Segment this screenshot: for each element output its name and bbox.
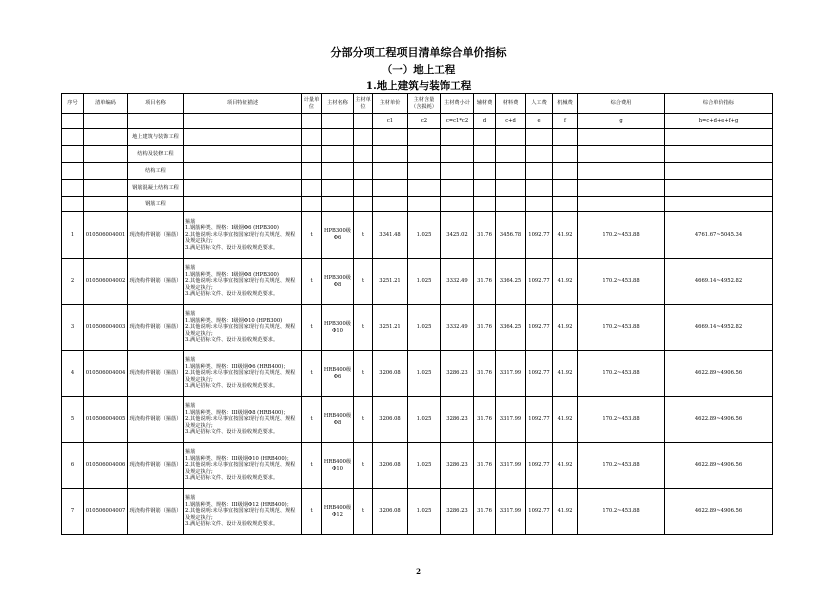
material-subtotal: 3286.23 [441, 397, 474, 443]
empty-cell [354, 163, 373, 180]
header-cell: 机械费 [553, 94, 578, 114]
empty-cell [354, 146, 373, 163]
unit-price-index: 4622.89~4906.56 [665, 397, 773, 443]
aux-material-fee: 31.76 [474, 212, 496, 259]
empty-cell [184, 180, 302, 197]
description-line: 2.其他说明:未尽事宜按国家现行有关规范、规程及规定执行; [185, 462, 296, 475]
unit: t [302, 212, 322, 259]
item-name: 现浇构件钢筋（箍筋） [128, 351, 184, 397]
empty-cell [441, 129, 474, 146]
labor-fee: 1092.77 [526, 305, 553, 351]
empty-cell [441, 197, 474, 212]
item-name: 现浇构件钢筋（箍筋） [128, 305, 184, 351]
empty-cell [184, 129, 302, 146]
main-material: HPB300级Φ6 [322, 212, 354, 259]
empty-cell [184, 197, 302, 212]
formula-cell: e [526, 114, 553, 129]
empty-cell [474, 197, 496, 212]
empty-cell [474, 146, 496, 163]
material-fee: 3456.78 [496, 212, 526, 259]
overhead-fee: 170.2~453.88 [578, 489, 665, 535]
description-line: 2.其他说明:未尽事宜按国家现行有关规范、规程及规定执行; [185, 324, 296, 337]
formula-cell: c+d [496, 114, 526, 129]
labor-fee: 1092.77 [526, 212, 553, 259]
main-material: HRB400级Φ10 [322, 443, 354, 489]
header-cell: 计量单位 [302, 94, 322, 114]
group-name: 钢筋混凝土结构工程 [128, 180, 184, 197]
empty-cell [441, 146, 474, 163]
formula-cell [62, 114, 84, 129]
empty-cell [84, 146, 128, 163]
empty-cell [496, 197, 526, 212]
empty-cell [441, 163, 474, 180]
row-no: 7 [62, 489, 84, 535]
empty-cell [526, 129, 553, 146]
row-no: 6 [62, 443, 84, 489]
material-unit: t [354, 397, 373, 443]
material-subtotal: 3286.23 [441, 489, 474, 535]
overhead-fee: 170.2~453.88 [578, 212, 665, 259]
material-fee: 3364.25 [496, 305, 526, 351]
material-content: 1.025 [408, 212, 441, 259]
description-line: 1.钢筋种类、规格：III级钢Φ6 (HRB400)； [185, 363, 289, 370]
item-description [184, 489, 302, 535]
empty-cell [474, 163, 496, 180]
group-row [62, 129, 773, 146]
formula-row [62, 114, 773, 129]
main-material: HPB300级Φ10 [322, 305, 354, 351]
formula-cell [84, 114, 128, 129]
empty-cell [553, 180, 578, 197]
group-name: 地上建筑与装饰工程 [128, 129, 184, 146]
material-content: 1.025 [408, 351, 441, 397]
table-row [62, 212, 773, 259]
item-name: 现浇构件钢筋（箍筋） [128, 212, 184, 259]
unit-price-index: 4622.89~4906.56 [665, 351, 773, 397]
machine-fee: 41.92 [553, 212, 578, 259]
description-line: 3.满足招标文件、设计及验收规范要求。 [185, 291, 279, 298]
header-cell: 综合单价指标 [665, 94, 773, 114]
unit: t [302, 397, 322, 443]
description-line: 2.其他说明:未尽事宜按国家现行有关规范、规程及规定执行; [185, 416, 296, 429]
empty-cell [578, 163, 665, 180]
material-price: 3251.21 [373, 259, 408, 305]
material-price: 3206.08 [373, 397, 408, 443]
empty-cell [553, 129, 578, 146]
empty-cell [665, 180, 773, 197]
item-description [184, 305, 302, 351]
empty-cell [302, 197, 322, 212]
empty-cell [84, 197, 128, 212]
empty-cell [302, 129, 322, 146]
description-line: 3.满足招标文件、设计及验收规范要求。 [185, 521, 279, 528]
description-line: 1.钢筋种类、规格：I级钢Φ8 (HPB300) [185, 271, 279, 278]
material-fee: 3317.99 [496, 397, 526, 443]
formula-cell: d [474, 114, 496, 129]
empty-cell [553, 163, 578, 180]
description-line: 箍筋 [185, 449, 196, 456]
unit-price-table [61, 93, 773, 535]
machine-fee: 41.92 [553, 443, 578, 489]
description-line: 箍筋 [185, 357, 196, 364]
section-title: 1.地上建筑与装饰工程 [365, 80, 472, 92]
empty-cell [408, 146, 441, 163]
empty-cell [184, 146, 302, 163]
empty-cell [84, 180, 128, 197]
description-line: 箍筋 [185, 311, 196, 318]
empty-cell [373, 129, 408, 146]
aux-material-fee: 31.76 [474, 443, 496, 489]
header-cell: 项目名称 [128, 94, 184, 114]
material-content: 1.025 [408, 489, 441, 535]
empty-cell [302, 163, 322, 180]
empty-cell [474, 129, 496, 146]
empty-cell [578, 197, 665, 212]
page-subtitle: （一）地上工程 [381, 64, 456, 76]
material-fee: 3364.25 [496, 259, 526, 305]
empty-cell [665, 163, 773, 180]
header-cell: 清单编码 [84, 94, 128, 114]
empty-cell [496, 180, 526, 197]
empty-cell [496, 129, 526, 146]
material-price: 3206.08 [373, 489, 408, 535]
group-name: 结构工程 [128, 163, 184, 180]
row-no: 5 [62, 397, 84, 443]
empty-cell [62, 129, 84, 146]
empty-cell [526, 146, 553, 163]
description-line: 3.满足招标文件、设计及验收规范要求。 [185, 383, 279, 390]
unit: t [302, 443, 322, 489]
row-no: 4 [62, 351, 84, 397]
empty-cell [474, 180, 496, 197]
empty-cell [496, 163, 526, 180]
machine-fee: 41.92 [553, 489, 578, 535]
empty-cell [665, 197, 773, 212]
item-name: 现浇构件钢筋（箍筋） [128, 489, 184, 535]
aux-material-fee: 31.76 [474, 489, 496, 535]
labor-fee: 1092.77 [526, 443, 553, 489]
machine-fee: 41.92 [553, 259, 578, 305]
overhead-fee: 170.2~453.88 [578, 351, 665, 397]
empty-cell [373, 146, 408, 163]
table-row [62, 351, 773, 397]
empty-cell [665, 129, 773, 146]
item-code: 010506004007 [84, 489, 128, 535]
empty-cell [408, 197, 441, 212]
overhead-fee: 170.2~453.88 [578, 259, 665, 305]
material-price: 3341.48 [373, 212, 408, 259]
labor-fee: 1092.77 [526, 351, 553, 397]
item-code: 010506004002 [84, 259, 128, 305]
machine-fee: 41.92 [553, 397, 578, 443]
material-content: 1.025 [408, 443, 441, 489]
item-code: 010506004001 [84, 212, 128, 259]
main-material: HRB400级Φ8 [322, 397, 354, 443]
page-title: 分部分项工程项目清单综合单价指标 [330, 46, 507, 59]
empty-cell [373, 163, 408, 180]
description-line: 1.钢筋种类、规格：I级钢Φ10 (HPB300) [185, 317, 283, 324]
formula-cell: c=c1*c2 [441, 114, 474, 129]
unit-price-index: 4622.89~4906.56 [665, 443, 773, 489]
header-cell: 主材费小计 [441, 94, 474, 114]
empty-cell [408, 163, 441, 180]
empty-cell [84, 129, 128, 146]
machine-fee: 41.92 [553, 305, 578, 351]
table-row [62, 443, 773, 489]
material-subtotal: 3332.49 [441, 305, 474, 351]
empty-cell [526, 197, 553, 212]
empty-cell [322, 129, 354, 146]
description-line: 3.满足招标文件、设计及验收规范要求。 [185, 429, 279, 436]
empty-cell [373, 197, 408, 212]
aux-material-fee: 31.76 [474, 351, 496, 397]
formula-cell: g [578, 114, 665, 129]
item-description [184, 351, 302, 397]
item-description [184, 443, 302, 489]
description-line: 箍筋 [185, 403, 196, 410]
empty-cell [302, 146, 322, 163]
material-subtotal: 3286.23 [441, 443, 474, 489]
item-name: 现浇构件钢筋（箍筋） [128, 397, 184, 443]
empty-cell [322, 146, 354, 163]
table-row [62, 305, 773, 351]
group-row [62, 146, 773, 163]
empty-cell [62, 146, 84, 163]
formula-cell [184, 114, 302, 129]
overhead-fee: 170.2~453.88 [578, 443, 665, 489]
material-subtotal: 3286.23 [441, 351, 474, 397]
formula-cell: c1 [373, 114, 408, 129]
item-code: 010506004003 [84, 305, 128, 351]
formula-cell: h=c+d+e+f+g [665, 114, 773, 129]
description-line: 1.钢筋种类、规格：III级钢Φ8 (HRB400)； [185, 409, 289, 416]
empty-cell [302, 180, 322, 197]
formula-cell: c2 [408, 114, 441, 129]
group-name: 结构及装修工程 [128, 146, 184, 163]
unit-price-index: 4669.14~4952.82 [665, 305, 773, 351]
material-fee: 3317.99 [496, 443, 526, 489]
unit-price-index: 4669.14~4952.82 [665, 259, 773, 305]
group-row [62, 163, 773, 180]
header-cell: 序号 [62, 94, 84, 114]
empty-cell [408, 129, 441, 146]
labor-fee: 1092.77 [526, 259, 553, 305]
header-cell: 主材名称 [322, 94, 354, 114]
header-cell: 人工费 [526, 94, 553, 114]
empty-cell [62, 163, 84, 180]
material-unit: t [354, 443, 373, 489]
aux-material-fee: 31.76 [474, 259, 496, 305]
item-code: 010506004004 [84, 351, 128, 397]
row-no: 1 [62, 212, 84, 259]
description-line: 1.钢筋种类、规格：III级钢Φ12 (HRB400)； [185, 501, 292, 508]
material-content: 1.025 [408, 259, 441, 305]
material-unit: t [354, 305, 373, 351]
unit-price-index: 4622.89~4906.56 [665, 489, 773, 535]
unit-price-index: 4761.67~5045.34 [665, 212, 773, 259]
unit: t [302, 305, 322, 351]
empty-cell [62, 180, 84, 197]
description-line: 箍筋 [185, 265, 196, 272]
description-line: 2.其他说明:未尽事宜按国家现行有关规范、规程及规定执行; [185, 278, 296, 291]
header-cell: 综合费用 [578, 94, 665, 114]
description-line: 2.其他说明:未尽事宜按国家现行有关规范、规程及规定执行; [185, 370, 296, 383]
empty-cell [441, 180, 474, 197]
machine-fee: 41.92 [553, 351, 578, 397]
empty-cell [526, 180, 553, 197]
empty-cell [578, 146, 665, 163]
empty-cell [578, 129, 665, 146]
material-price: 3206.08 [373, 443, 408, 489]
description-line: 箍筋 [185, 218, 196, 225]
aux-material-fee: 31.76 [474, 305, 496, 351]
description-line: 2.其他说明:未尽事宜按国家现行有关规范、规程及规定执行; [185, 508, 296, 521]
description-line: 2.其他说明:未尽事宜按国家现行有关规范、规程及规定执行; [185, 231, 296, 245]
aux-material-fee: 31.76 [474, 397, 496, 443]
item-name: 现浇构件钢筋（箍筋） [128, 443, 184, 489]
empty-cell [184, 163, 302, 180]
material-unit: t [354, 259, 373, 305]
item-name: 现浇构件钢筋（箍筋） [128, 259, 184, 305]
material-fee: 3317.99 [496, 351, 526, 397]
main-material: HPB300级Φ8 [322, 259, 354, 305]
overhead-fee: 170.2~453.88 [578, 397, 665, 443]
empty-cell [322, 180, 354, 197]
empty-cell [322, 197, 354, 212]
formula-cell [302, 114, 322, 129]
material-content: 1.025 [408, 305, 441, 351]
material-content: 1.025 [408, 397, 441, 443]
item-description [184, 259, 302, 305]
empty-cell [665, 146, 773, 163]
description-line: 3.满足招标文件、设计及验收规范要求。 [185, 475, 279, 482]
unit: t [302, 259, 322, 305]
material-price: 3251.21 [373, 305, 408, 351]
empty-cell [354, 180, 373, 197]
unit: t [302, 351, 322, 397]
material-subtotal: 3332.49 [441, 259, 474, 305]
group-row [62, 180, 773, 197]
material-unit: t [354, 351, 373, 397]
material-subtotal: 3425.02 [441, 212, 474, 259]
item-code: 010506004005 [84, 397, 128, 443]
row-no: 2 [62, 259, 84, 305]
item-description [184, 212, 302, 259]
description-line: 1.钢筋种类、规格：I级钢Φ6 (HPB300) [185, 225, 279, 232]
formula-cell: f [553, 114, 578, 129]
row-no: 3 [62, 305, 84, 351]
empty-cell [578, 180, 665, 197]
description-line: 3.满足招标文件、设计及验收规范要求。 [185, 244, 279, 251]
formula-cell [354, 114, 373, 129]
unit: t [302, 489, 322, 535]
empty-cell [354, 129, 373, 146]
empty-cell [526, 163, 553, 180]
description-line: 1.钢筋种类、规格：III级钢Φ10 (HRB400)； [185, 455, 292, 462]
empty-cell [553, 146, 578, 163]
group-row [62, 197, 773, 212]
formula-cell [322, 114, 354, 129]
labor-fee: 1092.77 [526, 489, 553, 535]
description-line: 3.满足招标文件、设计及验收规范要求。 [185, 337, 279, 344]
empty-cell [84, 163, 128, 180]
formula-cell [128, 114, 184, 129]
header-cell: 辅材费 [474, 94, 496, 114]
main-material: HRB400级Φ12 [322, 489, 354, 535]
main-material: HRB400级Φ6 [322, 351, 354, 397]
overhead-fee: 170.2~453.88 [578, 305, 665, 351]
page-number: 2 [416, 567, 421, 576]
material-price: 3206.08 [373, 351, 408, 397]
item-description [184, 397, 302, 443]
table-row [62, 259, 773, 305]
empty-cell [322, 163, 354, 180]
material-unit: t [354, 212, 373, 259]
labor-fee: 1092.77 [526, 397, 553, 443]
empty-cell [553, 197, 578, 212]
description-line: 箍筋 [185, 495, 196, 502]
material-fee: 3317.99 [496, 489, 526, 535]
table-row [62, 397, 773, 443]
group-name: 钢筋工程 [128, 197, 184, 212]
header-cell: 主材单位 [354, 94, 373, 114]
empty-cell [373, 180, 408, 197]
item-code: 010506004006 [84, 443, 128, 489]
empty-cell [496, 146, 526, 163]
header-cell: 项目特征描述 [184, 94, 302, 114]
header-cell: 主材含量（含损耗） [408, 94, 441, 114]
header-cell: 主材单价 [373, 94, 408, 114]
header-cell: 材料费 [496, 94, 526, 114]
material-unit: t [354, 489, 373, 535]
empty-cell [354, 197, 373, 212]
header-row [62, 94, 773, 114]
empty-cell [408, 180, 441, 197]
empty-cell [62, 197, 84, 212]
table-row [62, 489, 773, 535]
